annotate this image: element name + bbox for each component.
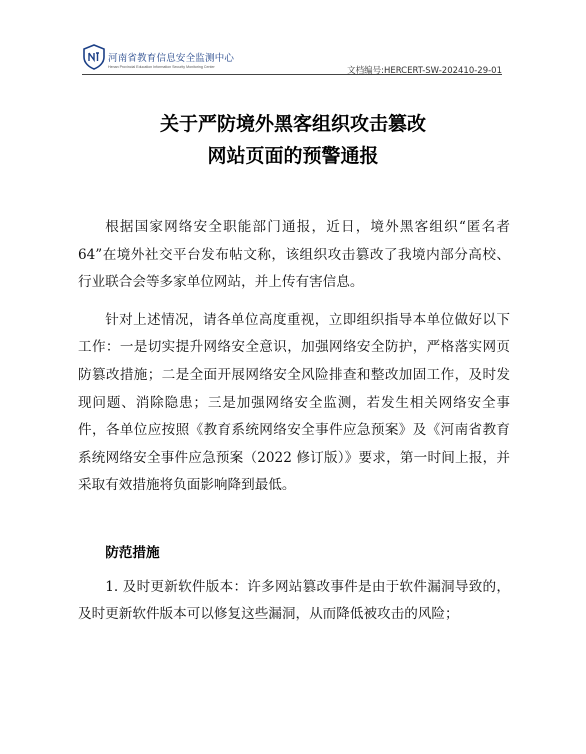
section-heading: 防范措施 [105,544,160,561]
header-divider [82,74,502,75]
org-name-en: Henan Provincial Education Information Security Monitoring Center [108,65,215,69]
org-name: 河南省教育信息安全监测中心 [108,53,235,64]
org-block [108,50,234,69]
document-body [78,214,510,629]
org-logo-icon [82,44,106,70]
body-paragraph: 针对上述情况，请各单位高度重视，立即组织指导本单位做好以下工作：一是切实提升网络安全意识，加强网络安全防护，严格落实网页防篡改措施；二是全面开展网络安全风险排查和整改加固工作，及时发现问题、消除隐患；三是加强网络安全监测，若发生相关网络安全事件，各单位应按照《教育系统网络安全事件应急预案》及《河南省教育系统网络安全事件应急预案（2022 修订版）》要求，第一时间上报，并采取有效措施将负面影响降到最低。 [78,311,510,494]
body-paragraph: 根据国家网络安全职能部门通报，近日，境外黑客组织“匿名者64”在境外社交平台发布帖文称，该组织攻击篡改了我境内部分高校、行业联合会等多家单位网站，并上传有害信息。 [78,219,510,291]
measure-item: 1. 及时更新软件版本：许多网站篡改事件是由于软件漏洞导致的，及时更新软件版本可以修复这些漏洞，从而降低被攻击的风险； [78,578,510,623]
document-title [0,108,586,172]
title-line-1: 关于严防境外黑客组织攻击篡改 [159,113,426,135]
title-line-2: 网站页面的预警通报 [207,145,379,167]
document-header [82,44,502,84]
document-number: 文档编号:HERCERT-SW-202410-29-01 [347,66,502,76]
